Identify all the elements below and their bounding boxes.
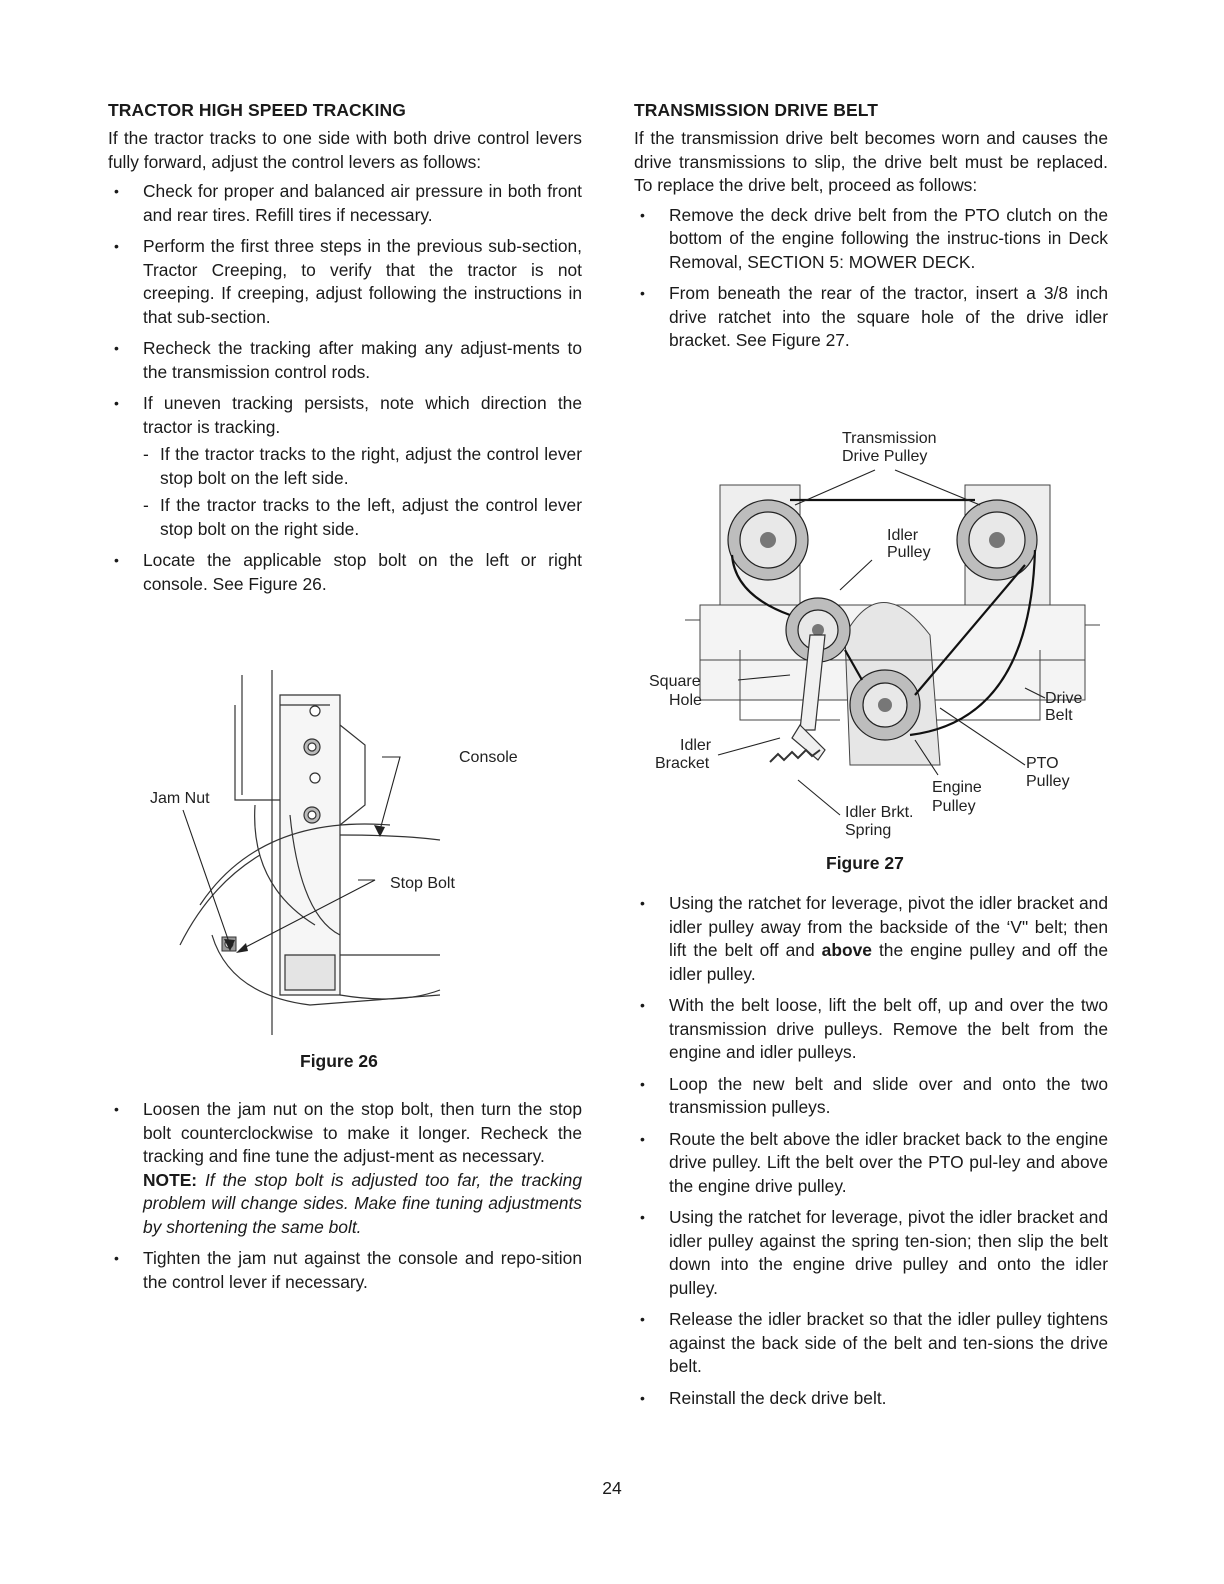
- loosen-text: Loosen the jam nut on the stop bolt, then turn the stop bolt counterclockwise to make it longer. Recheck the tracking and fine tune the adjust-ment as necessary.: [143, 1099, 582, 1166]
- stop-bolt-arrowhead: [236, 943, 248, 953]
- list-item: • Loop the new belt and slide over and onto the two transmission pulleys.: [634, 1073, 1108, 1120]
- idler-pulley-label: Idler: [887, 527, 919, 544]
- list-item: • Remove the deck drive belt from the PTO clutch on the bottom of the engine following the instruc-tions in Deck Removal, SECTION 5: MOWER DECK.: [634, 204, 1108, 275]
- list-item: • Check for proper and balanced air pressure in both front and rear tires. Refill tires if necessary.: [108, 180, 582, 227]
- drive-belt-label-2: Belt: [1045, 707, 1073, 724]
- stop-bolt-label: Stop Bolt: [390, 875, 455, 892]
- sub-item-left: - If the tractor tracks to the left, adjust the control lever stop bolt on the right side.: [143, 495, 582, 539]
- section-heading-belt: TRANSMISSION DRIVE BELT: [634, 100, 879, 120]
- belt-steps-b: [634, 892, 1108, 1410]
- tracking-steps: [108, 180, 582, 596]
- figure-26-console-diagram: [140, 665, 560, 1035]
- ratchet-text-post: the engine pulley and off the idler pulley.: [669, 940, 1109, 984]
- engine-pulley-label-2: Pulley: [932, 798, 976, 815]
- sub-item-text: If the tractor tracks to the left, adjust the control lever stop bolt on the right side.: [160, 495, 582, 539]
- adjust-steps: [108, 1098, 582, 1294]
- square-hole-label-2: Hole: [669, 692, 702, 709]
- tracking-intro: If the tractor tracks to one side with both drive control levers fully forward, adjust the control levers as follows:: [108, 128, 582, 172]
- idler-pulley-label-2: Pulley: [887, 544, 931, 561]
- sub-item-text: If the tractor tracks to the right, adjust the control lever stop bolt on the left side.: [160, 444, 582, 488]
- note-label: NOTE:: [143, 1169, 198, 1190]
- list-item: • Using the ratchet for leverage, pivot the idler bracket and idler pulley against the spring ten-sion; then slip the belt down into the engine drive pulley and onto the idler pulley.: [634, 1206, 1108, 1300]
- idler-bracket-label-2: Bracket: [655, 755, 710, 772]
- right-column-lower: [634, 892, 1108, 1418]
- list-item: • Reinstall the deck drive belt.: [634, 1387, 1108, 1411]
- transmission-pulley-label: Transmission: [842, 430, 937, 447]
- list-item: • With the belt loose, lift the belt off, up and over the two transmission drive pulleys. Remove the belt from the engine and idler pulleys.: [634, 994, 1108, 1065]
- idler-spring-label: Idler Brkt.: [845, 804, 914, 821]
- list-item: [108, 1098, 582, 1239]
- sub-item-right: - If the tractor tracks to the right, adjust the control lever stop bolt on the left side.: [143, 444, 582, 488]
- drive-belt-label: Drive: [1045, 690, 1083, 707]
- list-item: • Recheck the tracking after making any adjust-ments to the transmission control rods.: [108, 337, 582, 384]
- right-column: [634, 100, 1108, 361]
- list-item: • Release the idler bracket so that the idler pulley tightens against the back side of the belt and ten-sions the drive belt.: [634, 1308, 1108, 1379]
- square-hole-label: Square: [649, 673, 701, 690]
- engine-pulley-label: Engine: [932, 779, 982, 796]
- list-item: • Route the belt above the idler bracket back to the engine drive pulley. Lift the belt over the PTO pul-ley and above the engine drive pulley.: [634, 1128, 1108, 1199]
- list-item: [108, 392, 582, 541]
- list-item: [634, 892, 1108, 986]
- idler-bracket-label: Idler: [680, 737, 712, 754]
- ratchet-text-bold: above: [821, 940, 872, 960]
- figure-27-caption: Figure 27: [826, 853, 904, 873]
- left-column-lower: [108, 1098, 582, 1302]
- list-item: • From beneath the rear of the tractor, insert a 3/8 inch drive ratchet into the square hole of the drive idler bracket. See Figure 27.: [634, 282, 1108, 353]
- belt-steps-a: [634, 204, 1108, 353]
- list-item-text: If uneven tracking persists, note which direction the tractor is tracking.: [143, 393, 582, 437]
- jam-nut-label: Jam Nut: [150, 790, 210, 807]
- note-text: If the stop bolt is adjusted too far, the tracking problem will change sides. Make fine tuning adjustments by shortening the same bolt.: [143, 1169, 582, 1237]
- figure-27-belt-diagram: [640, 420, 1110, 845]
- left-column: [108, 100, 582, 604]
- list-item: • Locate the applicable stop bolt on the left or right console. See Figure 26.: [108, 549, 582, 596]
- belt-intro: If the transmission drive belt becomes worn and causes the drive transmissions to slip, the drive belt must be replaced. To replace the drive belt, proceed as follows:: [634, 128, 1108, 195]
- figure-26-caption: Figure 26: [300, 1051, 378, 1071]
- console-label: Console: [459, 749, 518, 766]
- page-number: 24: [602, 1478, 622, 1498]
- section-heading-tracking: TRACTOR HIGH SPEED TRACKING: [108, 100, 406, 120]
- pto-pulley-label-2: Pulley: [1026, 773, 1070, 790]
- pto-pulley-label: PTO: [1026, 755, 1059, 772]
- list-item: • Perform the first three steps in the previous sub-section, Tractor Creeping, to verify that the tractor is not creeping. If creeping, adjust following the instructions in that sub-section.: [108, 235, 582, 329]
- transmission-pulley-label-2: Drive Pulley: [842, 448, 928, 465]
- ratchet-text-pre: Using the ratchet for leverage, pivot the idler bracket and idler pulley away from the backside of the ‘V" belt; then lift the belt off and: [669, 893, 1108, 960]
- list-item: • Tighten the jam nut against the console and repo-sition the control lever if necessary.: [108, 1247, 582, 1294]
- idler-spring-label-2: Spring: [845, 822, 892, 839]
